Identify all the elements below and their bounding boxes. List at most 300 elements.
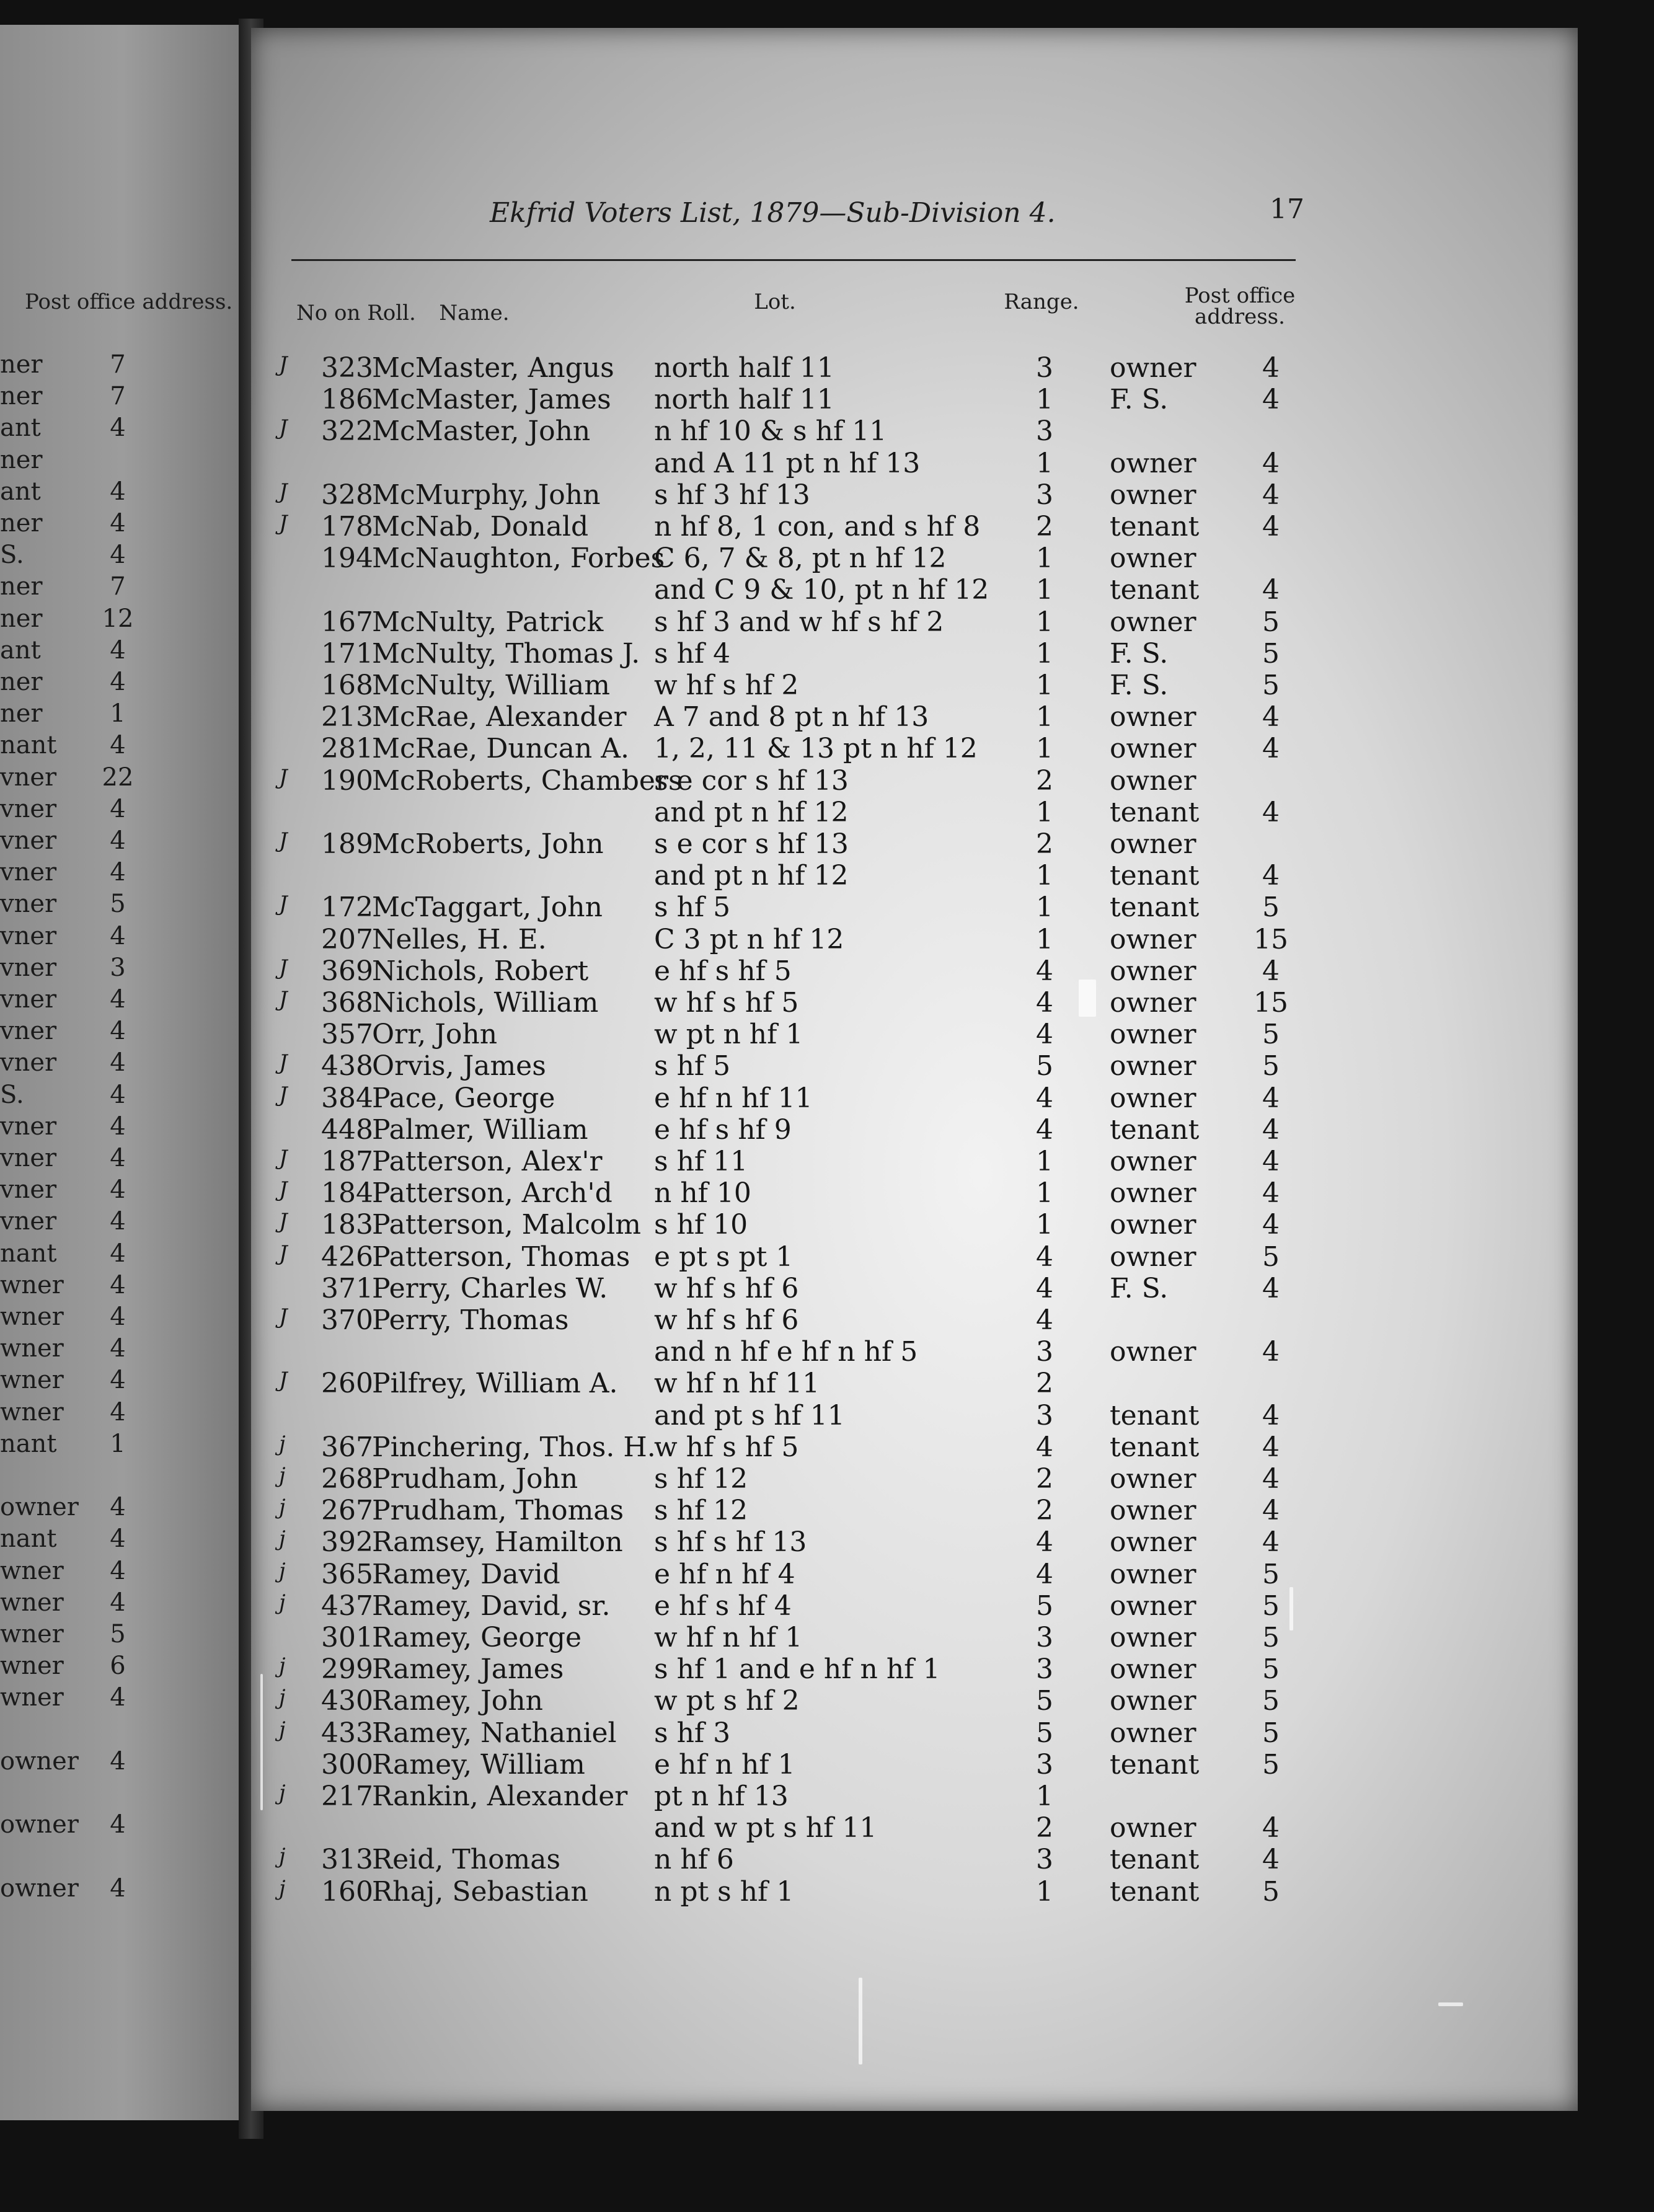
left-cell-status: owner [0,1493,79,1522]
cell-status: owner [1110,733,1196,765]
cell-mark: J [279,1082,288,1107]
cell-mark: J [279,1368,288,1393]
cell-status: F. S. [1110,670,1169,701]
cell-roll: 384 [321,1082,373,1114]
cell-range: 1 [1036,637,1053,670]
cell-name: Perry, Charles W. [372,1272,608,1304]
cell-status: owner [1110,1717,1196,1749]
cell-status: owner [1110,1622,1196,1653]
table-row [0,1590,1654,1621]
left-cell-status: vner [0,1017,57,1046]
cell-name: McRae, Duncan A. [372,733,629,765]
left-cell-po: 7 [110,350,126,379]
cell-range: 4 [1036,1113,1053,1146]
cell-status: owner [1110,1685,1196,1717]
cell-name: McNab, Donald [372,511,589,542]
left-cell-status: ant [0,414,41,443]
cell-mark: j [279,1717,286,1742]
cell-lot: s hf 5 [654,1050,731,1082]
table-row [0,384,1654,415]
left-cell-status: wner [0,1652,64,1681]
cell-status: owner [1110,1336,1196,1368]
cell-roll: 168 [321,670,373,701]
cell-range: 2 [1036,1812,1053,1844]
left-cell-po: 4 [110,1397,126,1427]
scratch-mark [859,1978,862,2064]
cell-po: 4 [1262,1495,1280,1527]
left-cell-po: 4 [110,1366,126,1395]
scratch-mark [260,1674,263,1810]
cell-po: 4 [1262,733,1280,765]
cell-po: 15 [1254,923,1288,955]
cell-roll: 268 [321,1463,373,1495]
cell-mark: j [279,1781,286,1805]
cell-status: owner [1110,923,1196,955]
cell-lot: A 7 and 8 pt n hf 13 [654,701,929,733]
cell-po: 5 [1262,1685,1280,1717]
left-cell-status: ner [0,604,43,633]
cell-po: 4 [1262,1463,1280,1495]
cell-status: tenant [1110,511,1200,542]
cell-range: 1 [1036,670,1053,701]
cell-name: Patterson, Alex'r [372,1146,603,1177]
cell-lot: n hf 6 [654,1844,734,1876]
cell-range: 2 [1036,1463,1053,1495]
cell-range: 1 [1036,796,1053,828]
cell-range: 3 [1036,415,1053,448]
table-row [0,635,1654,670]
cell-range: 5 [1036,1050,1053,1082]
cell-mark: J [279,415,288,441]
cell-status: owner [1110,1146,1196,1177]
cell-range: 4 [1036,987,1053,1019]
cell-name: Prudham, Thomas [372,1495,624,1527]
table-row [0,511,1654,542]
cell-name: McMurphy, John [372,479,601,511]
cell-roll: 369 [321,955,373,987]
left-cell-po: 4 [110,1874,126,1903]
cell-lot: n hf 8, 1 con, and s hf 8 [654,511,981,542]
cell-lot: s hf 12 [654,1463,748,1495]
cell-range: 1 [1036,384,1053,416]
cell-mark: J [279,352,288,377]
cell-range: 1 [1036,1177,1053,1210]
cell-roll: 437 [321,1590,373,1622]
cell-lot: s hf 3 hf 13 [654,479,810,511]
table-row [0,1368,1654,1399]
cell-lot: w pt s hf 2 [654,1685,800,1717]
table-row [0,479,1654,510]
cell-po: 5 [1262,1558,1280,1590]
cell-roll: 368 [321,987,373,1019]
cell-range: 3 [1036,479,1053,511]
cell-lot: n hf 10 & s hf 11 [654,415,887,448]
cell-status: owner [1110,1241,1196,1273]
table-row [0,1270,1654,1304]
cell-name: McRoberts, John [372,828,604,860]
cell-lot: s hf 1 and e hf n hf 1 [654,1653,940,1686]
cell-roll: 370 [321,1304,373,1336]
left-cell-po: 7 [110,382,126,411]
cell-lot: w hf s hf 6 [654,1304,799,1336]
cell-status: owner [1110,447,1196,479]
cell-roll: 313 [321,1844,373,1876]
cell-lot: e hf n hf 11 [654,1082,813,1114]
cell-mark: J [279,1304,288,1329]
cell-roll: 160 [321,1875,373,1908]
cell-roll: 167 [321,606,373,638]
left-cell-status: ner [0,382,43,411]
cell-mark: j [279,1495,286,1520]
cell-status: tenant [1110,1748,1200,1781]
cell-lot: s e cor s hf 13 [654,764,849,797]
cell-po: 5 [1262,1875,1280,1908]
scratch-mark [1079,980,1096,1017]
table-row [0,1876,1654,1907]
cell-range: 2 [1036,764,1053,797]
cell-roll: 281 [321,733,373,765]
cell-mark: j [279,1685,286,1710]
cell-roll: 392 [321,1526,373,1559]
cell-mark: j [279,1875,286,1901]
cell-roll: 172 [321,891,373,924]
cell-roll: 448 [321,1113,373,1146]
cell-mark: J [279,1209,288,1234]
cell-roll: 328 [321,479,373,511]
left-cell-status: vner [0,794,57,823]
cell-po: 4 [1262,1209,1280,1241]
cell-status: owner [1110,1812,1196,1844]
left-cell-po: 4 [110,477,126,506]
cell-mark: j [279,1558,286,1583]
cell-mark: J [279,1241,288,1266]
lot-column-header: Lot. [754,290,796,314]
cell-range: 1 [1036,447,1053,479]
left-cell-status: S. [0,541,24,570]
cell-status: owner [1110,1050,1196,1082]
cell-name: McMaster, James [372,384,611,416]
cell-lot: w hf s hf 2 [654,670,799,701]
left-cell-po: 4 [110,858,126,887]
cell-lot: w hf n hf 1 [654,1622,803,1653]
table-row [0,1050,1654,1081]
left-cell-po: 4 [110,1017,126,1046]
cell-po: 5 [1262,1241,1280,1273]
cell-range: 2 [1036,511,1053,542]
left-cell-status: wner [0,1588,64,1617]
cell-status: tenant [1110,796,1200,828]
cell-mark: J [279,1050,288,1076]
left-cell-status: vner [0,1112,57,1141]
left-cell-po: 4 [110,1048,126,1077]
cell-lot: and pt s hf 11 [654,1399,845,1431]
table-row [0,1685,1654,1716]
left-cell-status: wner [0,1556,64,1585]
cell-status: tenant [1110,1431,1200,1463]
cell-po: 5 [1262,1622,1280,1653]
cell-status: F. S. [1110,1272,1169,1304]
cell-po: 5 [1262,1019,1280,1051]
cell-roll: 367 [321,1431,373,1463]
left-cell-status: vner [0,985,57,1014]
table-row [0,1241,1654,1272]
cell-roll: 365 [321,1558,373,1590]
table-row [0,1844,1654,1875]
table-row [0,1431,1654,1462]
cell-range: 5 [1036,1685,1053,1717]
cell-roll: 433 [321,1717,373,1749]
cell-roll: 300 [321,1748,373,1781]
cell-status: owner [1110,479,1196,511]
cell-range: 4 [1036,1241,1053,1273]
table-row [0,1622,1654,1653]
cell-name: McRae, Alexander [372,701,627,733]
left-cell-status: ner [0,445,43,474]
po-column-header: Post office address. [1184,283,1296,329]
cell-range: 4 [1036,1272,1053,1304]
cell-name: Ramey, James [372,1653,564,1686]
cell-range: 2 [1036,1495,1053,1527]
cell-lot: w pt n hf 1 [654,1019,803,1051]
cell-range: 1 [1036,1146,1053,1177]
cell-range: 2 [1036,828,1053,860]
cell-mark: j [279,1526,286,1552]
cell-status: tenant [1110,860,1200,892]
cell-po: 5 [1262,1050,1280,1082]
cell-status: owner [1110,1019,1196,1051]
left-cell-status: owner [0,1810,79,1839]
cell-roll: 299 [321,1653,373,1686]
scratch-mark [1438,2002,1463,2006]
cell-roll: 426 [321,1241,373,1273]
cell-roll: 178 [321,511,373,542]
left-cell-po: 4 [110,1334,126,1363]
cell-lot: and A 11 pt n hf 13 [654,447,921,479]
table-row [0,794,1654,828]
cell-mark: J [279,891,288,917]
cell-lot: e pt s pt 1 [654,1241,794,1273]
scratch-mark [1289,1587,1293,1630]
table-row [0,415,1654,446]
left-cell-status: ner [0,572,43,601]
cell-roll: 213 [321,701,373,733]
cell-roll: 189 [321,828,373,860]
left-cell-status: vner [0,1207,57,1236]
left-cell-status: wner [0,1366,64,1395]
cell-name: Reid, Thomas [372,1844,561,1876]
left-cell-po: 4 [110,985,126,1014]
table-row [0,987,1654,1018]
cell-mark: J [279,955,288,980]
table-row [0,1526,1654,1557]
left-cell-po: 4 [110,1746,126,1776]
cell-status: owner [1110,1590,1196,1622]
cell-mark: j [279,1844,286,1869]
cell-range: 4 [1036,955,1053,987]
cell-mark: j [279,1590,286,1615]
cell-name: McNulty, William [372,670,610,701]
cell-name: Orr, John [372,1019,498,1051]
cell-status: owner [1110,1082,1196,1114]
cell-status: owner [1110,828,1196,860]
cell-range: 1 [1036,606,1053,638]
header-rule [291,259,1296,261]
table-row [0,1781,1654,1812]
cell-lot: and pt n hf 12 [654,860,849,892]
left-cell-status: vner [0,763,57,792]
cell-name: Patterson, Malcolm [372,1209,641,1241]
cell-po: 4 [1262,1336,1280,1368]
cell-name: Prudham, John [372,1463,578,1495]
cell-range: 4 [1036,1082,1053,1114]
cell-roll: 186 [321,384,373,416]
cell-status: owner [1110,1209,1196,1241]
cell-status: F. S. [1110,637,1169,670]
table-row [0,701,1654,732]
table-row [0,606,1654,637]
cell-range: 4 [1036,1304,1053,1336]
cell-name: Pinchering, Thos. H. [372,1431,656,1463]
cell-lot: n hf 10 [654,1177,751,1210]
table-row [0,352,1654,383]
left-cell-status: vner [0,1144,57,1172]
cell-po: 4 [1262,1082,1280,1114]
left-cell-po: 4 [110,921,126,950]
left-cell-po: 4 [110,414,126,443]
cell-lot: w hf s hf 5 [654,1431,799,1463]
cell-roll: 357 [321,1019,373,1051]
cell-name: Patterson, Arch'd [372,1177,613,1210]
cell-status: owner [1110,1177,1196,1210]
page-title: Ekfrid Voters List, 1879—Sub-Division 4. [490,197,1056,229]
range-column-header: Range. [1004,290,1079,314]
table-row [0,1019,1654,1050]
left-cell-po: 5 [110,1620,126,1648]
left-cell-status: vner [0,858,57,887]
cell-lot: s hf 11 [654,1146,748,1177]
cell-roll: 183 [321,1209,373,1241]
table-row [0,1304,1654,1335]
table-row [0,1717,1654,1748]
cell-lot: C 3 pt n hf 12 [654,923,844,955]
cell-lot: s hf 10 [654,1209,748,1241]
table-row [0,574,1654,605]
cell-po: 5 [1262,1717,1280,1749]
cell-range: 1 [1036,542,1053,575]
cell-po: 5 [1262,1653,1280,1686]
cell-po: 4 [1262,1177,1280,1210]
cell-lot: s hf 12 [654,1495,748,1527]
cell-range: 3 [1036,1844,1053,1876]
cell-range: 3 [1036,352,1053,384]
cell-roll: 371 [321,1272,373,1304]
table-row [0,860,1654,891]
table-row [0,1812,1654,1843]
left-cell-status: vner [0,953,57,982]
cell-range: 4 [1036,1019,1053,1051]
cell-status: owner [1110,1558,1196,1590]
left-cell-po: 4 [110,1112,126,1141]
cell-roll: 260 [321,1368,373,1400]
cell-mark: J [279,511,288,536]
cell-status: owner [1110,987,1196,1019]
cell-roll: 323 [321,352,373,384]
left-cell-po: 1 [110,1429,126,1458]
cell-status: owner [1110,701,1196,733]
cell-po: 4 [1262,1812,1280,1844]
cell-lot: w hf n hf 11 [654,1368,820,1400]
cell-mark: J [279,1177,288,1203]
cell-mark: J [279,828,288,853]
table-row [0,955,1654,986]
cell-lot: s e cor s hf 13 [654,828,849,860]
cell-lot: and w pt s hf 11 [654,1812,877,1844]
cell-status: tenant [1110,1844,1200,1876]
left-cell-status: ner [0,509,43,538]
left-cell-po: 4 [110,509,126,538]
cell-lot: w hf s hf 6 [654,1272,799,1304]
left-cell-status: vner [0,826,57,855]
left-cell-status: wner [0,1683,64,1712]
left-cell-po: 6 [110,1652,126,1681]
page-number: 17 [1270,193,1304,225]
cell-name: McNaughton, Forbes [372,542,665,575]
cell-range: 3 [1036,1622,1053,1653]
cell-mark: J [279,1146,288,1170]
cell-lot: north half 11 [654,384,834,416]
cell-status: tenant [1110,1875,1200,1908]
left-cell-po: 4 [110,731,126,760]
left-cell-status: S. [0,1080,24,1109]
left-cell-po: 4 [110,635,126,665]
cell-name: Ramey, David [372,1558,560,1590]
cell-roll: 171 [321,637,373,670]
cell-name: Ramey, John [372,1685,543,1717]
cell-lot: north half 11 [654,352,834,384]
cell-lot: and C 9 & 10, pt n hf 12 [654,574,989,606]
cell-roll: 267 [321,1495,373,1527]
left-cell-po: 7 [110,572,126,601]
cell-name: McMaster, John [372,415,591,448]
cell-po: 4 [1262,1399,1280,1431]
left-cell-po: 4 [110,794,126,823]
cell-mark: J [279,987,288,1012]
left-cell-po: 12 [102,604,134,633]
left-cell-status: wner [0,1303,64,1331]
left-cell-po: 4 [110,1588,126,1617]
left-cell-status: vner [0,1048,57,1077]
left-cell-status: vner [0,890,57,919]
cell-range: 1 [1036,1209,1053,1241]
cell-range: 2 [1036,1368,1053,1400]
cell-lot: and n hf e hf n hf 5 [654,1336,918,1368]
left-cell-status: vner [0,1175,57,1205]
cell-range: 3 [1036,1336,1053,1368]
left-cell-status: ant [0,477,41,506]
cell-name: McNulty, Thomas J. [372,637,640,670]
cell-range: 1 [1036,1781,1053,1812]
cell-status: owner [1110,764,1196,797]
cell-po: 15 [1254,987,1288,1019]
cell-po: 5 [1262,670,1280,701]
cell-po: 5 [1262,1590,1280,1622]
left-cell-status: nant [0,731,57,760]
cell-mark: J [279,764,288,790]
cell-name: Rankin, Alexander [372,1781,628,1812]
table-row [0,1082,1654,1113]
left-cell-po: 4 [110,1810,126,1839]
cell-lot: s hf 3 and w hf s hf 2 [654,606,944,638]
